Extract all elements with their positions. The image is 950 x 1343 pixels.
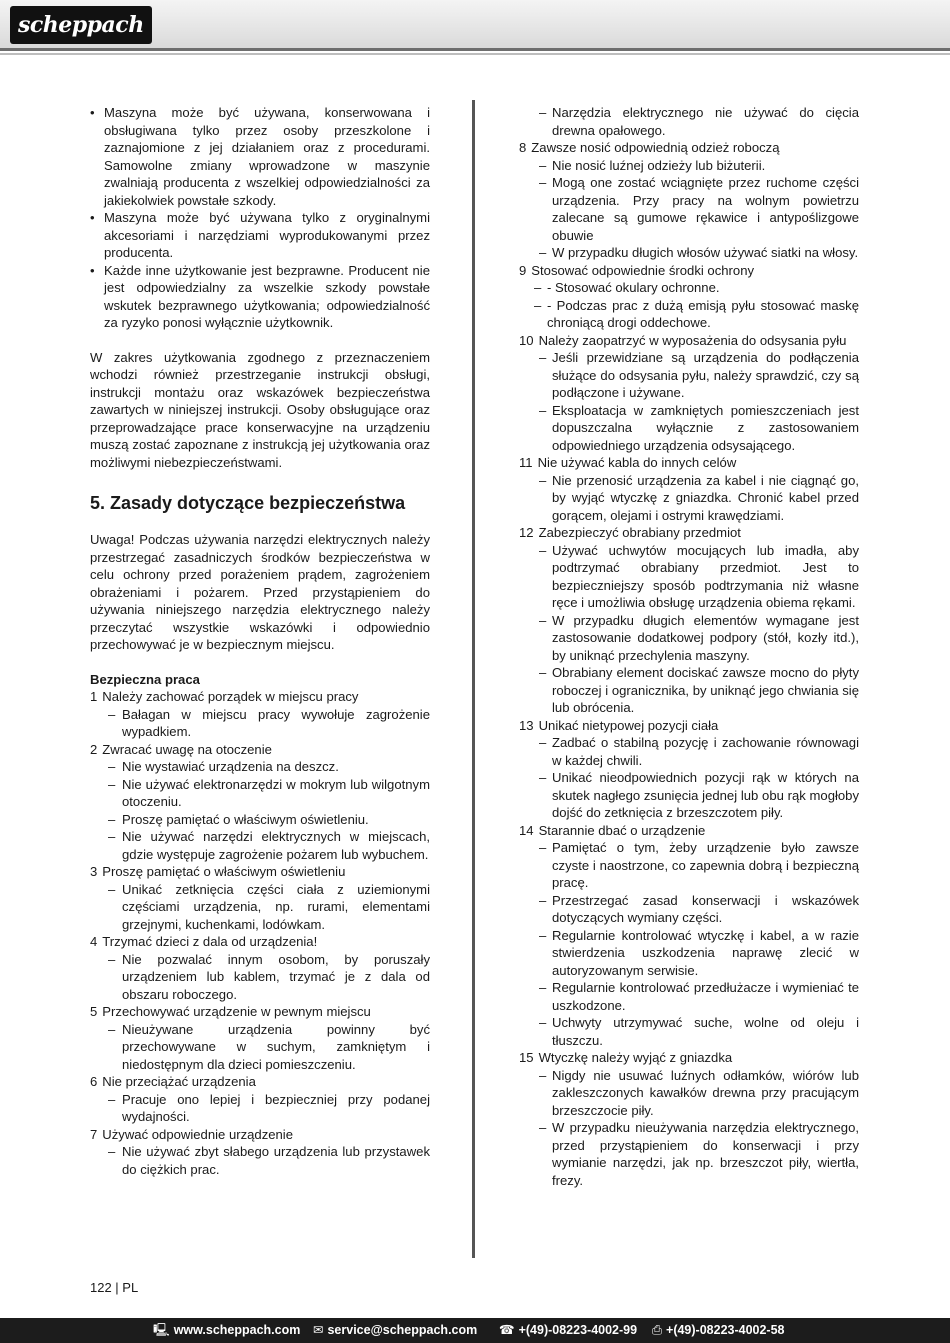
item-number: 6 (90, 1074, 98, 1089)
item-title: Zawsze nosić odpowiednią odzież roboczą (531, 140, 780, 155)
item-number: 11 (519, 455, 533, 470)
footer-phone-text: +(49)-08223-4002-99 (518, 1323, 638, 1337)
item-title: Przechowywać urządzenie w pewnym miejscu (102, 1004, 371, 1019)
dash-item: – Nie używać elektronarzędzi w mokrym lub wilgotnym otoczeniu. (90, 776, 430, 811)
numbered-item (519, 822, 859, 840)
section-heading: 5. Zasady dotyczące bezpieczeństwa (90, 493, 406, 513)
header-divider (0, 48, 950, 51)
intended-use-paragraph: W zakres użytkowania zgodnego z przeznaczeniem wchodzi również przestrzeganie instrukcji obsługi, instrukcji montażu oraz wskazówek bezpieczeństwa zawartych w niniejszej instrukcji. Osoby obsługujące oraz przeprowadzające prace konserwacyjne na urządzeniu muszą zostać zapoznane z instrukcją jej użytkowania oraz możliwymi niebezpieczeństwami. (90, 349, 430, 470)
right-column (519, 104, 859, 1189)
numbered-item (519, 454, 859, 472)
dash-item: – Nie przenosić urządzenia za kabel i nie ciągnąć go, by wyjąć wtyczkę z gniazdka. Chronić kabel przed gorącem, olejami i ostrymi krawędziami. (519, 472, 859, 525)
dash-item: – Narzędzia elektrycznego nie używać do cięcia drewna opałowego. (519, 104, 859, 139)
footer-email-text: service@scheppach.com (327, 1323, 478, 1337)
numbered-item (90, 688, 430, 706)
item-number: 10 (519, 332, 534, 348)
bullet-item: • Każde inne użytkowanie jest bezprawne. Producent nie jest odpowiedzialny za wszelkie szkody powstałe wskutek bezprawnego użytkowania; odpowiedzialność za ryzyko ponosi wyłącznie użytkownik. (90, 262, 430, 332)
item-title: Zabezpieczyć obrabiany przedmiot (538, 525, 741, 540)
dash-item: – Unikać nieodpowiednich pozycji rąk w których na skutek nagłego zsunięcia jednej lub obu rąk mogłoby dojść do zetknięcia z brzeszczotem piły. (519, 769, 859, 822)
dash-item: – Nie wystawiać urządzenia na deszcz. (90, 758, 430, 776)
dash-item: – W przypadku długich elementów wymagane jest zastosowanie dodatkowej podpory (stół, kozły itd.), by uniknąć przechylenia maszyny. (519, 612, 859, 665)
footer-web-text: www.scheppach.com (173, 1323, 301, 1337)
item-title: Nie używać kabla do innych celów (537, 455, 737, 470)
footer-email[interactable] (313, 1318, 477, 1343)
dash-item: – Proszę pamiętać o właściwym oświetleniu. (90, 811, 430, 829)
numbered-item (90, 1003, 430, 1021)
subheading: Bezpieczna praca (90, 671, 200, 687)
dash-item: – Jeśli przewidziane są urządzenia do podłączenia służące do odsysania pyłu, należy sprawdzić, czy są podłączone i używane. (519, 349, 859, 402)
numbered-item (519, 1049, 859, 1067)
item-number: 8 (519, 140, 527, 155)
numbered-item (90, 741, 430, 759)
computer-icon: 🖳 (153, 1323, 170, 1337)
dash-item: – Uchwyty utrzymywać suche, wolne od oleju i tłuszczu. (519, 1014, 859, 1049)
item-title: Stosować odpowiednie środki ochrony (531, 262, 755, 278)
footer-fax[interactable] (652, 1318, 785, 1343)
item-number: 15 (519, 1050, 534, 1065)
fax-icon: ⎙ (652, 1323, 663, 1337)
dash-item: – Nigdy nie usuwać luźnych odłamków, wiórów lub zakleszczonych kawałków drewna przy pracującym brzeszczocie piły. (519, 1067, 859, 1120)
dash-item: – Zadbać o stabilną pozycję i zachowanie równowagi w każdej chwili. (519, 734, 859, 769)
item-number: 12 (519, 525, 534, 540)
item-number: 7 (90, 1126, 98, 1142)
numbered-item (519, 332, 859, 350)
dash-item: – Przestrzegać zasad konserwacji i wskazówek dotyczących wymiany części. (519, 892, 859, 927)
item-title: Używać odpowiednie urządzenie (102, 1126, 293, 1142)
dash-item: – Nie używać zbyt słabego urządzenia lub przystawek do ciężkich prac. (90, 1143, 430, 1178)
numbered-item (519, 717, 859, 735)
dash-item: – Regularnie kontrolować przedłużacze i wymieniać te uszkodzone. (519, 979, 859, 1014)
dash-item: – W przypadku długich włosów używać siatki na włosy. (519, 244, 859, 262)
dash-item: – Nie pozwalać innym osobom, by poruszały urządzeniem lub kablem, trzymać je z dala od obszaru roboczego. (90, 951, 430, 1004)
item-title: Należy zachować porządek w miejscu pracy (102, 689, 359, 704)
item-number: 1 (90, 689, 98, 704)
dash-item: – Obrabiany element dociskać zawsze mocno do płyty roboczej i ogranicznika, by uniknąć jego chwiania się lub obrócenia. (519, 664, 859, 717)
dash-item: – Mogą one zostać wciągnięte przez ruchome części urządzenia. Przy pracy na wolnym powietrzu zalecane są gumowe rękawice i antypoślizgowe obuwie (519, 174, 859, 244)
dash-item: – Nie używać narzędzi elektrycznych w miejscach, gdzie występuje zagrożenie pożarem lub wybuchem. (90, 828, 430, 863)
item-number: 5 (90, 1004, 98, 1019)
mail-icon: ✉ (313, 1323, 324, 1337)
item-title: Wtyczkę należy wyjąć z gniazdka (538, 1050, 733, 1065)
dash-item: – W przypadku nieużywania narzędzia elektrycznego, przed przystąpieniem do konserwacji i przy wymianie narzędzi, jak np. brzeszczot piły, wiertła, frezy. (519, 1119, 859, 1189)
footer-web[interactable] (153, 1318, 300, 1343)
page-footer (0, 1318, 950, 1343)
dash-item: – - Stosować okulary ochronne. (519, 279, 859, 297)
dash-item: – Nie nosić luźnej odzieży lub biżuterii. (519, 157, 859, 175)
dash-item: – Eksploatacja w zamkniętych pomieszczeniach jest dopuszczalna wyłącznie z zastosowaniem odpowiedniego urządzenia odsysającego. (519, 402, 859, 455)
page-number: 122 | PL (90, 1280, 139, 1295)
header-divider-thin (0, 53, 950, 55)
dash-item: – Unikać zetknięcia części ciała z uziemionymi częściami urządzenia, np. rurami, elementami grzejnymi, kuchenkami, lodówkam. (90, 881, 430, 934)
item-title: Nie przeciążać urządzenia (102, 1074, 256, 1089)
bullet-item: • Maszyna może być używana tylko z oryginalnymi akcesoriami i narzędziami wyprodukowanymi przez producenta. (90, 209, 430, 262)
column-divider (472, 100, 475, 1258)
item-title: Unikać nietypowej pozycji ciała (538, 717, 719, 733)
footer-fax-text: +(49)-08223-4002-58 (666, 1323, 785, 1337)
footer-phone[interactable] (499, 1318, 637, 1343)
item-number: 3 (90, 864, 98, 879)
item-number: 13 (519, 717, 534, 733)
item-number: 4 (90, 934, 98, 949)
item-title: Należy zaopatrzyć w wyposażenia do odsysania pyłu (538, 332, 847, 348)
item-number: 9 (519, 262, 527, 278)
item-title: Zwracać uwagę na otoczenie (102, 741, 272, 757)
bullet-item: • Maszyna może być używana, konserwowana i obsługiwana tylko przez osoby przeszkolone i zaznajomione z jej działaniem oraz z procedurami. Samowolne zmiany wprowadzone w maszynie zwalniają producenta z wszelkiej odpowiedzialności za jakiekolwiek powstałe szkody. (90, 104, 430, 209)
item-number: 14 (519, 822, 534, 838)
dash-item: – Bałagan w miejscu pracy wywołuje zagrożenie wypadkiem. (90, 706, 430, 741)
numbered-item (519, 524, 859, 542)
warning-paragraph: Uwaga! Podczas używania narzędzi elektrycznych należy przestrzegać zasadniczych środków bezpieczeństwa w celu ochrony przed porażeniem prądem, zagrożeniem obrażeniami i pożarem. Przed przystąpieniem do używania niniejszego narzędzia elektrycznego należy przeczytać wszystkie wskazówki i odpowiednio przechowywać je w bezpiecznym miejscu. (90, 532, 430, 652)
numbered-item (90, 1126, 430, 1144)
numbered-item (90, 863, 430, 881)
left-column (90, 104, 430, 1178)
item-title: Starannie dbać o urządzenie (538, 822, 706, 838)
item-title: Trzymać dzieci z dala od urządzenia! (102, 934, 318, 949)
phone-icon: ☎ (499, 1323, 515, 1337)
numbered-item (90, 1073, 430, 1091)
dash-item: – Pamiętać o tym, żeby urządzenie było zawsze czyste i naostrzone, co zapewnia dobrą i bezpieczną pracę. (519, 839, 859, 892)
scheppach-logo[interactable]: scheppach (10, 6, 152, 44)
item-number: 2 (90, 741, 98, 757)
dash-item: – Nieużywane urządzenia powinny być przechowywane w suchym, zamkniętym i niedostępnym dla dzieci pomieszczeniu. (90, 1021, 430, 1074)
dash-item: – - Podczas prac z dużą emisją pyłu stosować maskę chroniącą drogi oddechowe. (519, 297, 859, 332)
numbered-item (90, 933, 430, 951)
dash-item: – Regularnie kontrolować wtyczkę i kabel, a w razie stwierdzenia uszkodzenia naprawę zlecić w autoryzowanym serwisie. (519, 927, 859, 980)
item-title: Proszę pamiętać o właściwym oświetleniu (102, 864, 346, 879)
numbered-item (519, 139, 859, 157)
dash-item: – Pracuje ono lepiej i bezpieczniej przy podanej wydajności. (90, 1091, 430, 1126)
numbered-item (519, 262, 859, 280)
dash-item: – Używać uchwytów mocujących lub imadła, aby podtrzymać obrabiany przedmiot. Jest to bezpieczniejszy sposób podtrzymania niż własne ręce i umożliwia obsługę urządzenia obiema rękami. (519, 542, 859, 612)
